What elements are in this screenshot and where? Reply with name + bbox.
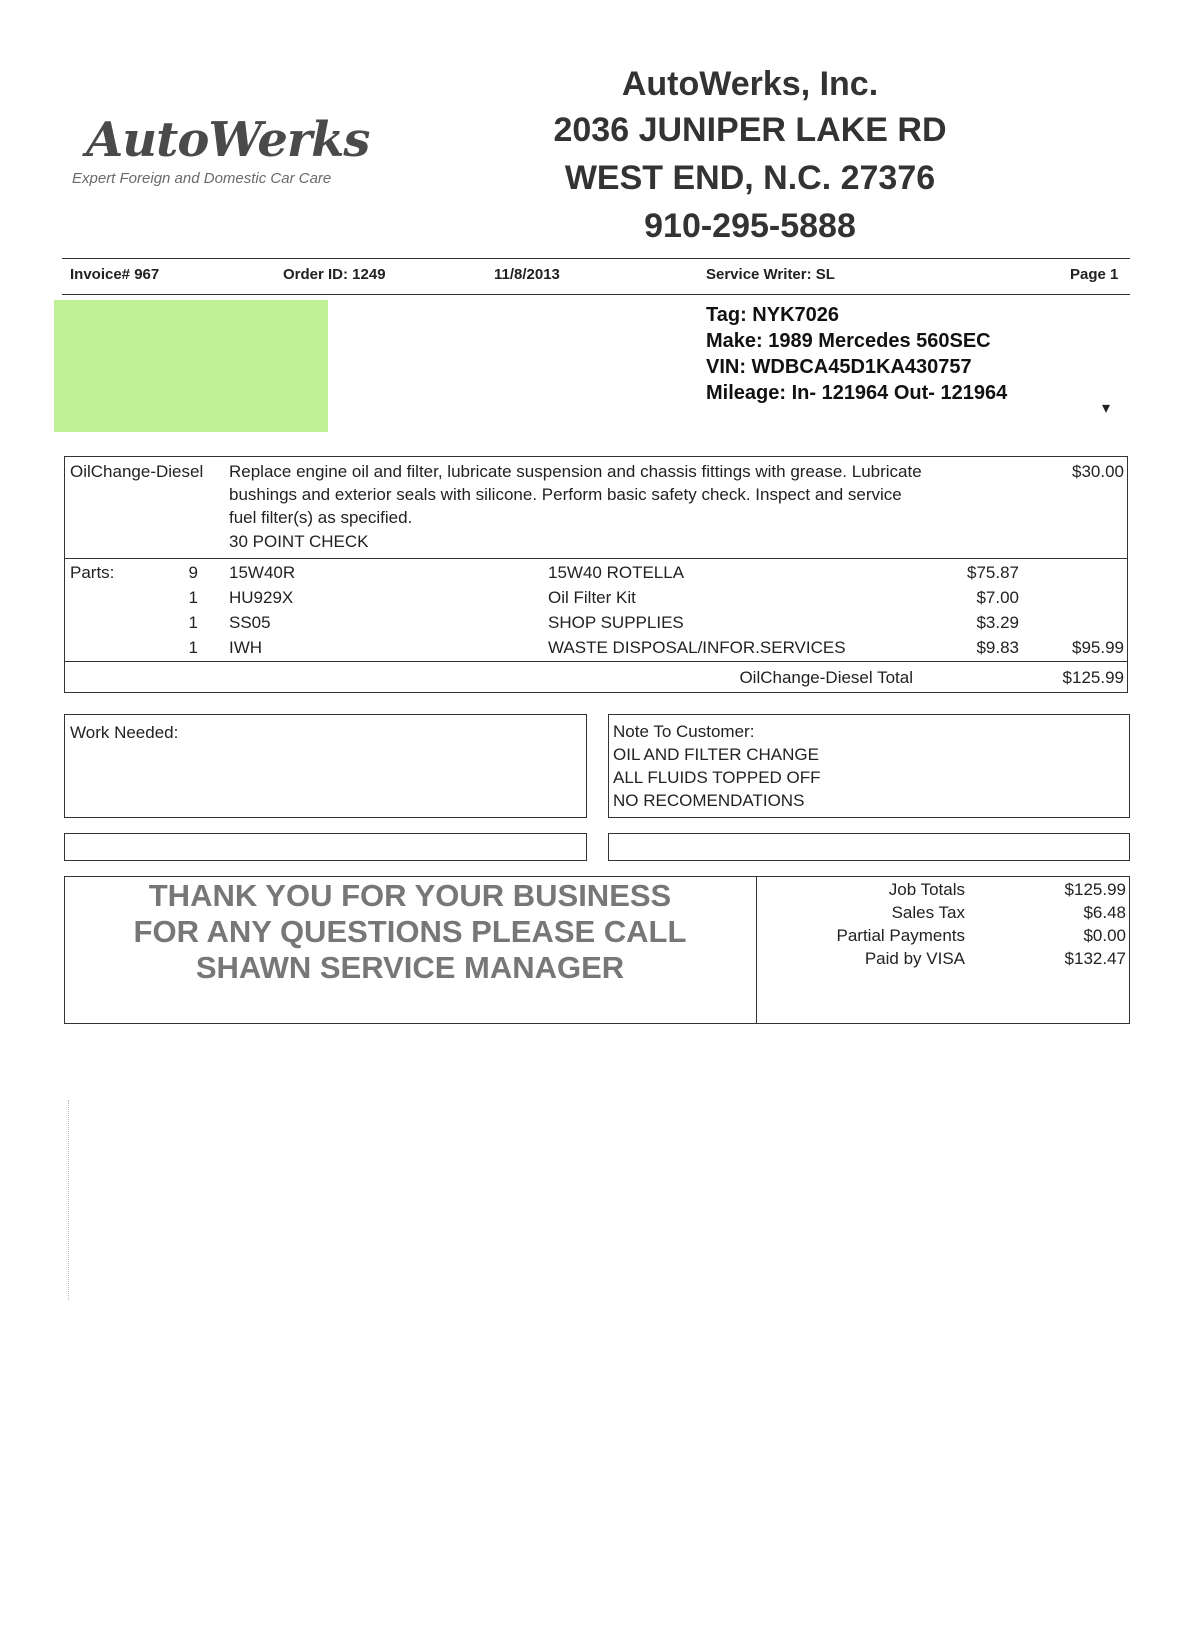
company-name: AutoWerks, Inc. <box>621 65 879 103</box>
invoice-number: Invoice# 967 <box>70 266 160 283</box>
job-description-line: bushings and exterior seals with silicone. Perform basic safety check. Inspect and service <box>229 485 902 504</box>
part-price: $75.87 <box>967 563 1019 582</box>
invoice-date: 11/8/2013 <box>494 266 560 283</box>
part-description: 15W40 ROTELLA <box>548 563 685 582</box>
vehicle-tag: Tag: NYK7026 <box>706 304 840 326</box>
service-writer: Service Writer: SL <box>706 266 835 283</box>
page-number: Page 1 <box>1070 266 1119 283</box>
totals-value: $0.00 <box>1083 926 1126 945</box>
job-labor-amount: $30.00 <box>1072 462 1124 481</box>
job-total-row <box>64 661 1128 693</box>
redaction-sticky-note <box>54 300 328 432</box>
totals-label: Partial Payments <box>836 926 965 945</box>
part-qty: 1 <box>188 613 198 632</box>
empty-left-box <box>64 833 587 861</box>
company-street: 2036 JUNIPER LAKE RD <box>553 111 947 149</box>
note-line: NO RECOMENDATIONS <box>613 791 805 810</box>
company-city: WEST END, N.C. 27376 <box>564 159 936 197</box>
job-total-label: OilChange-Diesel Total <box>739 668 913 687</box>
info-bar-bottom-rule <box>62 294 1130 295</box>
part-qty: 1 <box>188 588 198 607</box>
vehicle-mileage: Mileage: In- 121964 Out- 121964 <box>706 382 1008 404</box>
totals-label: Sales Tax <box>891 903 965 922</box>
totals-value: $125.99 <box>1064 880 1126 899</box>
totals-value: $6.48 <box>1083 903 1126 922</box>
totals-value: $132.47 <box>1064 949 1126 968</box>
logo-tagline: Expert Foreign and Domestic Car Care <box>72 170 332 187</box>
scan-artifact-line <box>68 1100 71 1300</box>
order-id: Order ID: 1249 <box>283 266 386 283</box>
thank-you-line: THANK YOU FOR YOUR BUSINESS <box>148 878 672 913</box>
scan-speck: ▾ <box>1102 400 1111 417</box>
vehicle-info <box>706 302 1007 406</box>
part-qty: 1 <box>188 638 198 657</box>
logo-wordmark: AutoWerks <box>86 112 370 168</box>
company-phone: 910-295-5888 <box>644 207 856 245</box>
thank-you-line: SHAWN SERVICE MANAGER <box>195 950 625 985</box>
company-logo <box>72 112 392 192</box>
company-header <box>490 62 1010 250</box>
info-bar-top-rule <box>62 258 1130 259</box>
part-price: $7.00 <box>976 588 1019 607</box>
job-description-line: fuel filter(s) as specified. <box>229 508 413 527</box>
parts-subtotal: $95.99 <box>1072 638 1124 657</box>
thank-you-line: FOR ANY QUESTIONS PLEASE CALL <box>133 914 687 949</box>
part-description: WASTE DISPOSAL/INFOR.SERVICES <box>548 638 846 657</box>
part-price: $3.29 <box>976 613 1019 632</box>
part-number: SS05 <box>229 613 271 632</box>
note-label: Note To Customer: <box>613 722 755 741</box>
job-description-line: 30 POINT CHECK <box>229 532 369 551</box>
totals-label: Paid by VISA <box>864 949 965 968</box>
note-line: OIL AND FILTER CHANGE <box>613 745 819 764</box>
vehicle-make: Make: 1989 Mercedes 560SEC <box>706 330 991 352</box>
footer-divider <box>756 876 757 1024</box>
note-line: ALL FLUIDS TOPPED OFF <box>613 768 821 787</box>
parts-label: Parts: <box>70 563 115 582</box>
part-number: IWH <box>229 638 263 657</box>
part-number: HU929X <box>229 588 294 607</box>
empty-right-box <box>608 833 1130 861</box>
part-qty: 9 <box>188 563 198 582</box>
thank-you-message <box>66 878 754 986</box>
part-description: SHOP SUPPLIES <box>548 613 684 632</box>
vehicle-vin: VIN: WDBCA45D1KA430757 <box>706 356 972 378</box>
job-total-value: $125.99 <box>1062 668 1124 687</box>
job-description-line: Replace engine oil and filter, lubricate suspension and chassis fittings with grease. Lubricate <box>229 462 922 481</box>
part-description: Oil Filter Kit <box>548 588 636 607</box>
work-needed-label: Work Needed: <box>70 723 179 742</box>
part-number: 15W40R <box>229 563 296 582</box>
totals-label: Job Totals <box>888 880 965 899</box>
part-price: $9.83 <box>976 638 1019 657</box>
job-code: OilChange-Diesel <box>70 462 204 481</box>
